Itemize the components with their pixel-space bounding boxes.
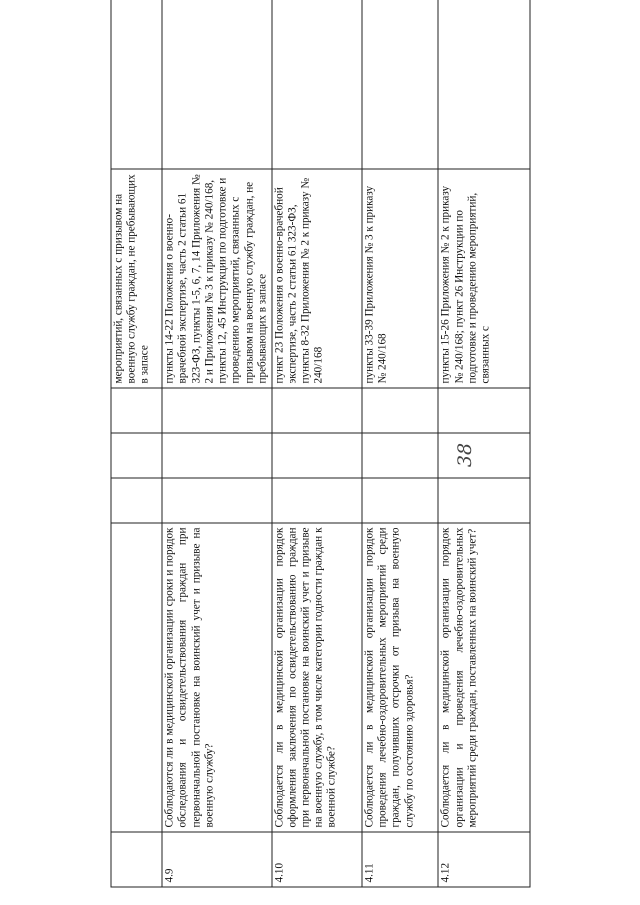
- cell-empty: [362, 478, 438, 523]
- table-row: [162, 0, 271, 887]
- cell-empty: [111, 478, 162, 523]
- cell-empty: [111, 433, 162, 478]
- table-row-continuation: [111, 0, 162, 887]
- cell-question: Соблюдается ли в медицинской организации порядок проведения лечебно-оздоровительных мероприятий среди граждан, получивших отсрочки от призыва на военную службу по состоянию здоровья?: [362, 523, 438, 832]
- cell-empty: [272, 0, 363, 169]
- cell-empty: [438, 0, 530, 169]
- cell-empty: [362, 0, 438, 169]
- cell-empty: [111, 388, 162, 433]
- cell-empty: [438, 388, 530, 433]
- page-number: 38: [454, 442, 477, 468]
- requirements-table: [111, 0, 531, 888]
- cell-empty: [272, 433, 363, 478]
- cell-ref: мероприятий, связанных с призывом на военную службу граждан, не пребывающих в запасе: [111, 169, 162, 388]
- table-row: [438, 0, 530, 887]
- cell-empty: [162, 478, 271, 523]
- cell-num: 4.10: [272, 832, 363, 887]
- cell-num: [111, 832, 162, 887]
- table-row: [362, 0, 438, 887]
- cell-empty: [438, 478, 530, 523]
- cell-question: Соблюдается ли в медицинской организации порядок организации и проведения лечебно-оздоровительных мероприятий среди граждан, поставленных на воинский учет?: [438, 523, 530, 832]
- cell-empty: [362, 433, 438, 478]
- cell-empty: [162, 388, 271, 433]
- cell-question: Соблюдается ли в медицинской организации порядок оформления заключения по освидетельствованию граждан при первоначальной постановке на воинский учет и призыве на военную службу, в том числе категории годности граждан к военной службе?: [272, 523, 363, 832]
- cell-question: Соблюдаются ли в медицинской организации сроки и порядок обследования и освидетельствования граждан при первоначальной постановке на воинский учет и призыве на военную службу?: [162, 523, 271, 832]
- cell-empty: [438, 433, 530, 478]
- cell-ref: пункты 33-39 Приложения № 3 к приказу № 240/168: [362, 169, 438, 388]
- cell-question: [111, 523, 162, 832]
- rotated-table-container: [111, 53, 531, 888]
- cell-empty: [362, 388, 438, 433]
- cell-ref: пункты 15-26 Приложения № 2 к приказу № 240/168; пункт 26 Инструкции по подготовке и проведению мероприятий, связанных с: [438, 169, 530, 388]
- cell-num: 4.11: [362, 832, 438, 887]
- cell-empty: [162, 0, 271, 169]
- cell-num: 4.9: [162, 832, 271, 887]
- cell-empty: [272, 478, 363, 523]
- cell-ref: пункты 14-22 Положения о военно-врачебной экспертизе, часть 2 статьи 61 323-ФЗ, пункты 1-5, 6, 7, 14 Приложения № 2 и Приложения № 3 к приказу № 240/168, пункты 12, 45 Инструкции по подготовке и проведению мероприятий, связанных с призывом на военную службу граждан, не пребывающих в запасе: [162, 169, 271, 388]
- cell-empty: [272, 388, 363, 433]
- cell-num: 4.12: [438, 832, 530, 887]
- cell-empty: [162, 433, 271, 478]
- cell-empty: [111, 0, 162, 169]
- table-row: [272, 0, 363, 887]
- cell-ref: пункт 23 Положения о военно-врачебной экспертизе, часть 2 статьи 61 323-ФЗ, пункты 8-32 Приложения № 2 к приказу № 240/168: [272, 169, 363, 388]
